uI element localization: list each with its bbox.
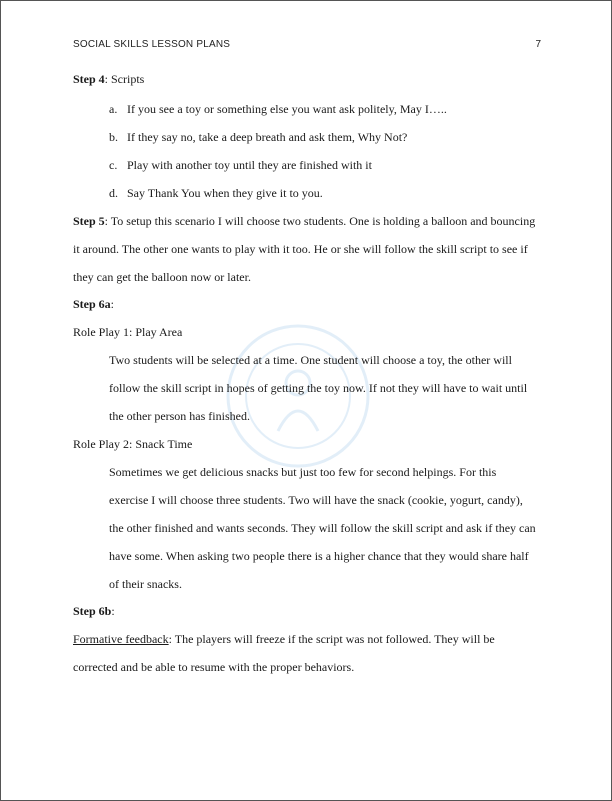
step6b-heading [73, 604, 115, 619]
step5-text: : To setup this scenario I will choose two students. One is holding a balloon and bouncing [104, 214, 536, 228]
step4-label: Step 4 [73, 72, 105, 86]
step4-item [109, 130, 407, 145]
page-number: 7 [535, 39, 541, 50]
list-item-text: If they say no, take a deep breath and ask them, Why Not? [127, 130, 408, 144]
watermark-seal-icon [223, 321, 373, 471]
step6b-suffix: : [111, 604, 115, 618]
step4-item [109, 186, 323, 201]
roleplay1-line: follow the skill script in hopes of getting the toy now. If not they will have to wait until [109, 381, 528, 395]
roleplay2-line: of their snacks. [109, 577, 182, 591]
step4-title: : Scripts [104, 72, 145, 86]
roleplay2-line: have some. When asking two people there is a higher chance that they would share half [109, 549, 529, 563]
list-marker: b. [109, 130, 118, 144]
roleplay2-line: exercise I will choose three students. Two will have the snack (cookie, yogurt, candy), [109, 493, 523, 507]
running-head: SOCIAL SKILLS LESSON PLANS [73, 39, 231, 50]
roleplay2-line: the other finished and wants seconds. They will follow the skill script and ask if they can [109, 521, 536, 535]
step5-paragraph-line [73, 214, 535, 229]
roleplay1-line: the other person has finished. [109, 409, 250, 423]
step4-item [109, 158, 372, 173]
step4-heading [73, 72, 144, 87]
step5-paragraph-line: they can get the balloon now or later. [73, 270, 251, 284]
step5-label: Step 5 [73, 214, 105, 228]
roleplay2-line: Sometimes we get delicious snacks but just too few for second helpings. For this [109, 465, 497, 479]
roleplay2-title: Role Play 2: Snack Time [73, 437, 193, 451]
list-item-text: If you see a toy or something else you want ask politely, May I….. [127, 102, 447, 116]
list-marker: c. [109, 158, 118, 172]
step6a-label: Step 6a [73, 297, 111, 311]
list-marker: a. [109, 102, 118, 116]
roleplay1-title: Role Play 1: Play Area [73, 325, 183, 339]
roleplay1-line: Two students will be selected at a time. One student will choose a toy, the other will [109, 353, 512, 367]
step6b-paragraph-line [73, 632, 495, 647]
list-marker: d. [109, 186, 118, 200]
step4-item [109, 102, 447, 117]
formative-feedback-label: Formative feedback [73, 632, 169, 646]
step6a-heading [73, 297, 114, 312]
step5-paragraph-line: it around. The other one wants to play with it too. He or she will follow the skill script to see if [73, 242, 528, 256]
step6b-text: : The players will freeze if the script was not followed. They will be [168, 632, 495, 646]
step6b-paragraph-line: corrected and be able to resume with the proper behaviors. [73, 660, 355, 674]
step6a-suffix: : [110, 297, 115, 311]
list-item-text: Play with another toy until they are finished with it [127, 158, 372, 172]
list-item-text: Say Thank You when they give it to you. [127, 186, 323, 200]
step6b-label: Step 6b [73, 604, 112, 618]
